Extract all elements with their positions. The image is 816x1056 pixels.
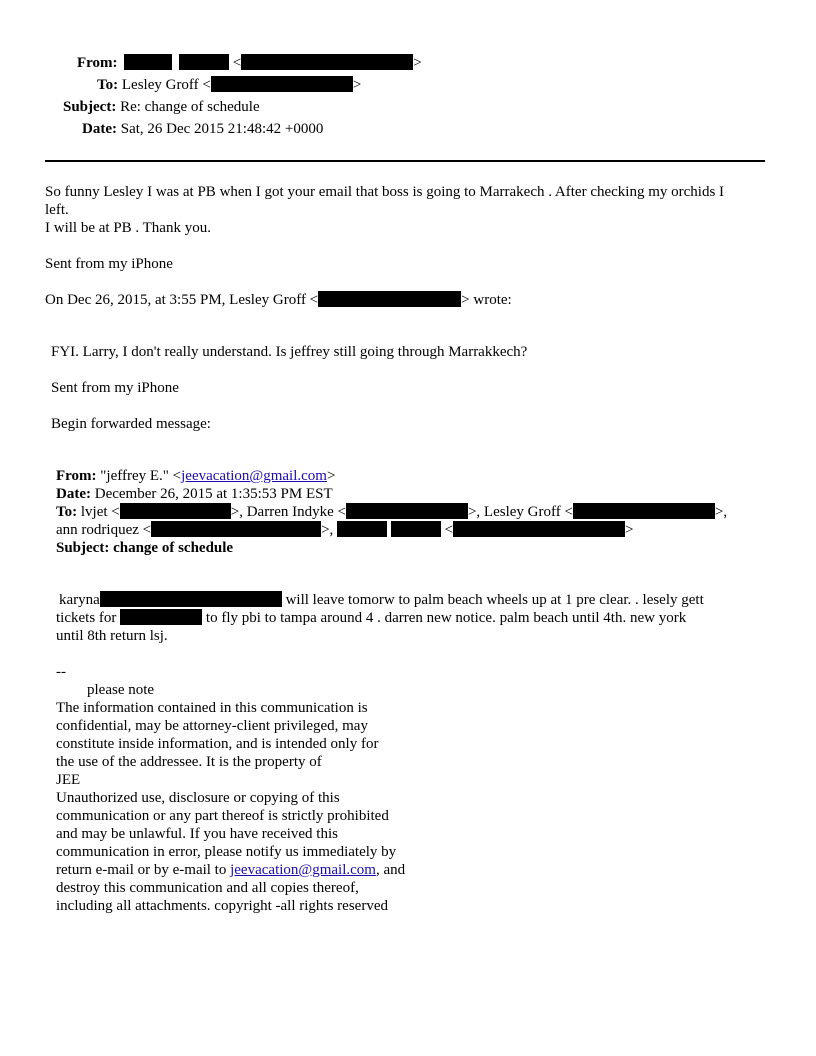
body-line-2 [56, 609, 686, 627]
disclaimer-return-after: , and [375, 862, 406, 878]
body-line-1 [59, 591, 704, 609]
redaction-block [453, 521, 625, 537]
redaction-block [124, 54, 172, 70]
orig-subject-row [56, 539, 233, 557]
disclaimer-block [56, 699, 405, 915]
header-from-gt: > [413, 55, 422, 71]
redaction-block [391, 521, 441, 537]
disclaimer-line: including all attachments. copyright -all rights reserved [56, 898, 388, 914]
orig-to-row [56, 503, 727, 521]
reply-line-2: left. [45, 202, 69, 218]
disclaimer-line: JEE [56, 772, 81, 788]
disclaimer-email-link[interactable]: jeevacation@gmail.com [230, 862, 376, 878]
disclaimer-line: the use of the addressee. It is the property of [56, 754, 322, 770]
header-from-row [77, 54, 422, 72]
disclaimer-return-line [56, 861, 405, 879]
redaction-block [100, 591, 282, 607]
orig-from-row [56, 467, 335, 485]
header-to-gt: > [352, 77, 362, 93]
redaction-block [151, 521, 321, 537]
header-date-value: Sat, 26 Dec 2015 21:48:42 +0000 [120, 121, 324, 137]
reply-line-3: I will be at PB . Thank you. [45, 220, 211, 236]
orig-to-p6: >, [321, 522, 334, 538]
orig-to-p7: < [444, 522, 454, 538]
orig-to-label: To: [56, 504, 78, 520]
redaction-block [120, 503, 231, 519]
orig-to-p1: lvjet < [80, 504, 120, 520]
disclaimer-line: destroy this communication and all copies thereof, [56, 880, 359, 896]
disclaimer-line: and may be unlawful. If you have received this [56, 826, 338, 842]
orig-from-label: From: [56, 468, 97, 484]
header-subject-label: Subject: [63, 99, 117, 115]
disclaimer-line: confidential, may be attorney-client privileged, may [56, 718, 368, 734]
orig-to-p2: >, Darren Indyke < [230, 504, 346, 520]
body-l2-b: to fly pbi to tampa around 4 . darren new notice. palm beach until 4th. new york [205, 610, 687, 626]
orig-to-p5: ann rodriquez < [56, 522, 152, 538]
orig-to-p3: >, Lesley Groff < [467, 504, 573, 520]
quote-intro-after: > wrote: [461, 292, 512, 308]
redaction-block [179, 54, 229, 70]
disclaimer-dashes: -- [56, 664, 66, 680]
body-line-3: until 8th return lsj. [56, 628, 168, 644]
redaction-block [318, 291, 461, 307]
header-to-label: To: [97, 77, 119, 93]
reply-signature: Sent from my iPhone [45, 256, 173, 272]
body-l2-a: tickets for [56, 610, 117, 626]
redaction-block [337, 521, 387, 537]
reply-line-1: So funny Lesley I was at PB when I got your email that boss is going to Marrakech . After checking my orchids I [45, 184, 725, 200]
header-to-name: Lesley Groff < [121, 77, 211, 93]
body-l1-b: will leave tomorw to palm beach wheels up at 1 pre clear. . lesely gett [285, 592, 704, 608]
disclaimer-line: communication or any part thereof is strictly prohibited [56, 808, 389, 824]
body-l1-a: karyna [59, 592, 100, 608]
orig-subject-label: Subject: [56, 540, 110, 556]
header-date-label: Date: [82, 121, 117, 137]
disclaimer-return-before: return e-mail or by e-mail to [56, 862, 231, 878]
header-date-row [82, 120, 323, 138]
orig-date-label: Date: [56, 486, 91, 502]
header-from-lt: < [232, 55, 242, 71]
forward-begin: Begin forwarded message: [51, 416, 211, 432]
header-divider [45, 160, 765, 162]
redaction-block [211, 76, 353, 92]
disclaimer-line: constitute inside information, and is intended only for [56, 736, 379, 752]
header-subject-value: Re: change of schedule [120, 99, 260, 115]
forward-line-1: FYI. Larry, I don't really understand. Is jeffrey still going through Marrakkech? [51, 344, 528, 360]
header-subject-row [63, 98, 260, 116]
orig-to-row-2 [56, 521, 634, 539]
redaction-block [241, 54, 413, 70]
disclaimer-line: Unauthorized use, disclosure or copying of this [56, 790, 340, 806]
disclaimer-line: communication in error, please notify us immediately by [56, 844, 397, 860]
orig-from-name: "jeffrey E." < [100, 468, 182, 484]
redaction-block [120, 609, 202, 625]
orig-from-email-link[interactable]: jeevacation@gmail.com [181, 468, 327, 484]
redaction-block [346, 503, 468, 519]
orig-subject-value: change of schedule [113, 540, 234, 556]
header-from-label: From: [77, 55, 118, 71]
orig-to-p4: >, [714, 504, 728, 520]
orig-from-gt: > [326, 468, 336, 484]
orig-date-value: December 26, 2015 at 1:35:53 PM EST [94, 486, 333, 502]
header-to-row [97, 76, 361, 94]
quote-intro [45, 291, 512, 309]
disclaimer-please-note: please note [87, 682, 155, 698]
orig-date-row [56, 485, 333, 503]
orig-to-p8: > [625, 522, 634, 538]
redaction-block [573, 503, 715, 519]
forward-signature: Sent from my iPhone [51, 380, 179, 396]
quote-intro-before: On Dec 26, 2015, at 3:55 PM, Lesley Groff < [45, 292, 319, 308]
disclaimer-line: The information contained in this communication is [56, 700, 368, 716]
